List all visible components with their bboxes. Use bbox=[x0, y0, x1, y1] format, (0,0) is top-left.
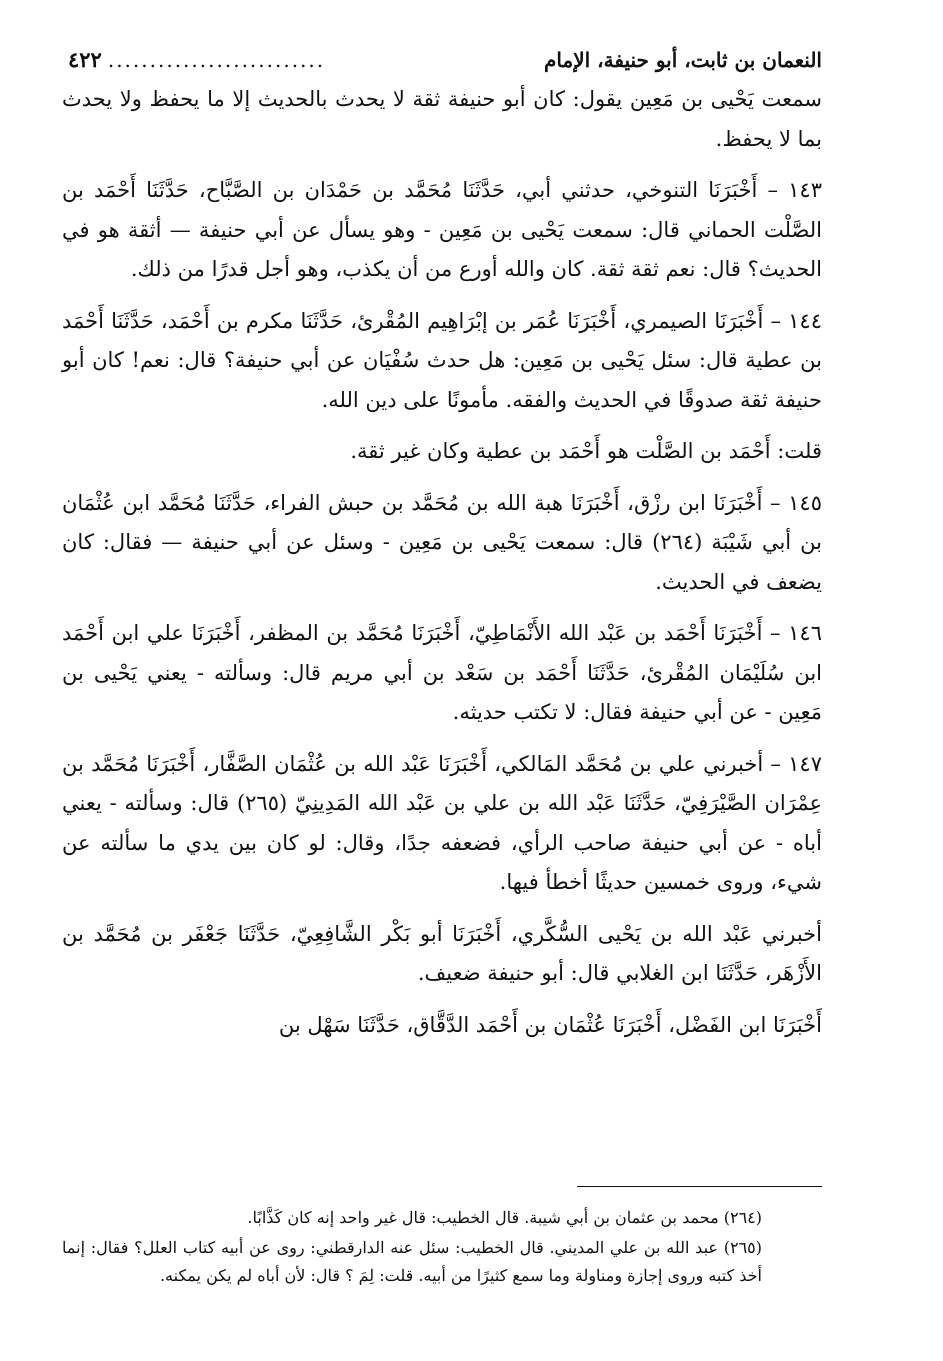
footnote-265: (٢٦٥) عبد الله بن علي المديني. قال الخطيب: سئل عنه الدارقطني: روى عن أبيه كتاب العلل؟ فقال: إنما أخذ كتبه وروى إجازة ومناولة وما سمع كثيرًا من أبيه. قلت: لِمَ ؟ قال: لأن أباه لم يكن يمكنه. bbox=[62, 1238, 762, 1285]
page-number: ٤٢٢ bbox=[68, 47, 102, 72]
paragraph-note: قلت: أَحْمَد بن الصَّلْت هو أَحْمَد بن عطية وكان غير ثقة. bbox=[350, 439, 822, 463]
paragraph: سمعت يَحْيى بن مَعِين يقول: كان أبو حنيفة ثقة لا يحدث بالحديث إلا ما يحفظ ولا يحدث بما لا يحفظ. bbox=[62, 87, 822, 151]
paragraph: أَخْبَرَنَا ابن الفَضْل، أَخْبَرَنَا عُثْمَان بن أَحْمَد الدَّقَّاق، حَدَّثَنَا سَهْل بن bbox=[278, 1012, 822, 1037]
paragraph-147: ١٤٧ – أخبرني علي بن مُحَمَّد المَالكي، أَخْبَرَنَا عَبْد الله بن عُثْمَان الصَّفَّار، أَخْبَرَنَا مُحَمَّد بن عِمْرَان الصَّيْرَفِيّ، حَدَّثَنَا عَبْد الله بن علي بن عَبْد الله المَدِينِيّ (٢٦٥) قال: وسألته - يعني أباه - عن أبي حنيفة صاحب الرأي، فضعفه جدًا، وقال: لو كان بين يدي ما سألته عن شيء، وروى خمسين حديثًا أخطأ فيها. bbox=[62, 751, 822, 894]
paragraph-146: ١٤٦ – أَخْبَرَنَا أَحْمَد بن عَبْد الله الأَنْمَاطِيّ، أَخْبَرَنَا مُحَمَّد بن المظفر، أَخْبَرَنَا علي ابن أَحْمَد ابن سُلَيْمَان المُقْرئ، حَدَّثَنَا أَحْمَد بن سَعْد بن أبي مريم قال: وسألته - يعني يَحْيى بن مَعِين - عن أبي حنيفة فقال: لا تكتب حديثه. bbox=[62, 621, 822, 724]
page-header bbox=[62, 40, 822, 80]
book-page bbox=[62, 40, 822, 1045]
paragraph-144: ١٤٤ – أَخْبَرَنَا الصيمري، أَخْبَرَنَا عُمَر بن إبْرَاهِيم المُقْرئ، حَدَّثَنَا مكرم بن أَحْمَد، حَدَّثَنَا أَحْمَد بن عطية قال: سئل يَحْيى بن مَعِين: هل حدث سُفْيَان عن أبي حنيفة؟ قال: نعم! كان أبو حنيفة ثقة صدوقًا في الحديث والفقه. مأمونًا على دين الله. bbox=[62, 308, 822, 412]
paragraph: أخبرني عَبْد الله بن يَحْيى السُّكَّري، أَخْبَرَنَا أبو بَكْر الشَّافِعِيّ، حَدَّثَنَا جَعْفَر بن مُحَمَّد بن الأَزْهَر، حَدَّثَنَا ابن الغلابي قال: أبو حنيفة ضعيف. bbox=[62, 921, 822, 985]
footnote-264: (٢٦٤) محمد بن عثمان بن أبي شيبة. قال الخطيب: قال غير واحد إنه كان كَذَّابًا. bbox=[247, 1208, 762, 1227]
paragraph-145: ١٤٥ – أَخْبَرَنَا ابن رزْق، أَخْبَرَنَا هبة الله بن مُحَمَّد بن حبش الفراء، حَدَّثَنَا مُحَمَّد ابن عُثْمَان بن أبي شَيْبَة (٢٦٤) قال: سمعت يَحْيى بن مَعِين - وسئل عن أبي حنيفة — فقال: كان يضعف في الحديث. bbox=[62, 490, 822, 594]
main-text bbox=[62, 80, 822, 1045]
footnotes bbox=[62, 1204, 762, 1290]
paragraph-143: ١٤٣ – أَخْبَرَنَا التنوخي، حدثني أبي، حَدَّثَنَا مُحَمَّد بن حَمْدَان بن الصَّبَّاح، حَدَّثَنَا أَحْمَد بن الصَّلْت الحماني قال: سمعت يَحْيى بن مَعِين - وهو يسأل عن أبي حنيفة — أثقة هو في الحديث؟ قال: نعم ثقة ثقة. كان والله أورع من أن يكذب، وهو أجل قدرًا من ذلك. bbox=[62, 178, 822, 281]
header-leader-dots: .......................... bbox=[107, 48, 326, 72]
running-title: النعمان بن ثابت، أبو حنيفة، الإمام bbox=[544, 48, 822, 72]
footnote-separator bbox=[577, 1186, 822, 1187]
